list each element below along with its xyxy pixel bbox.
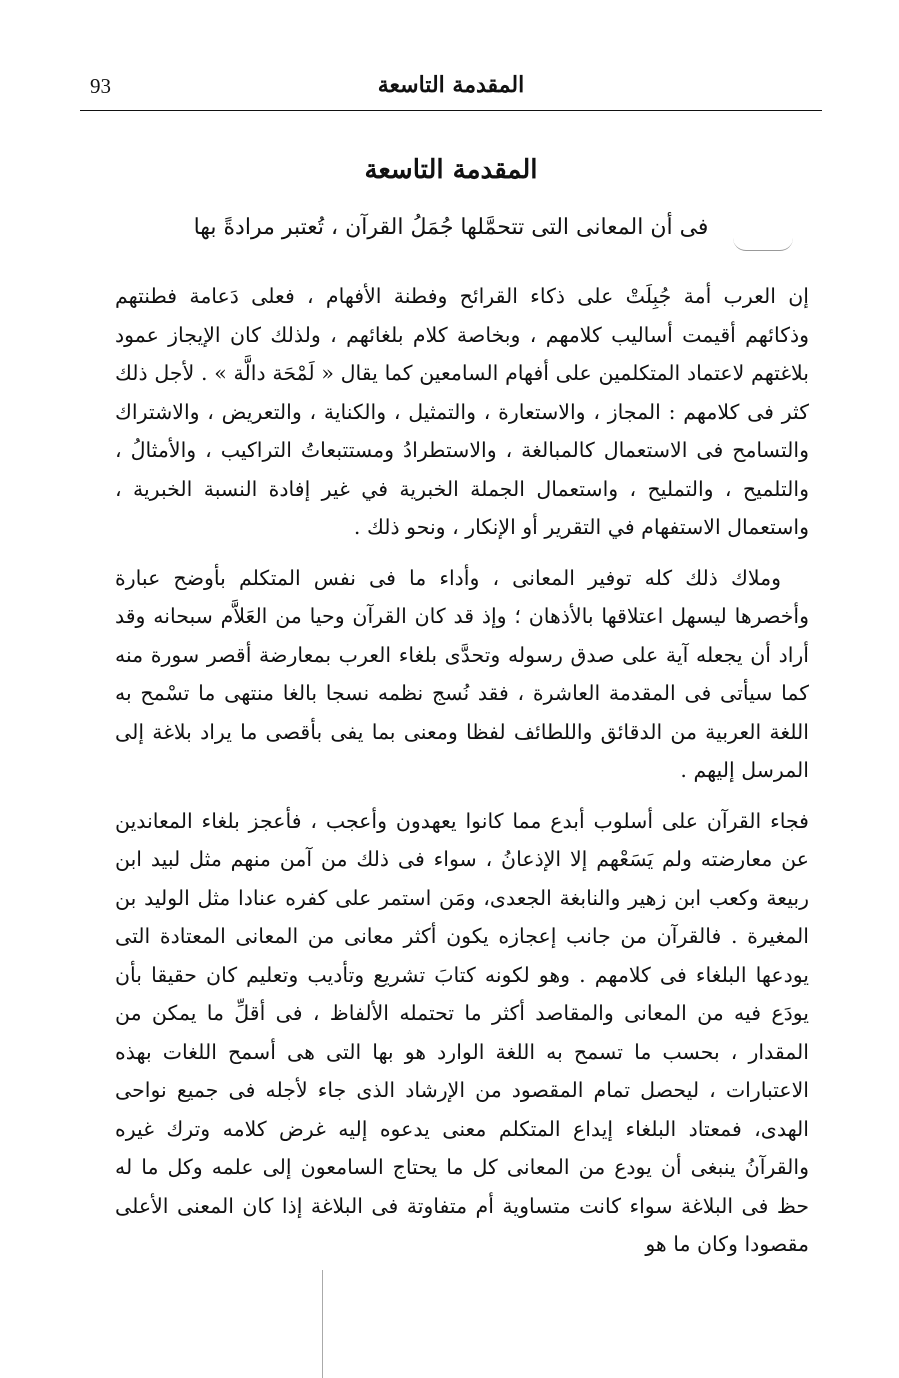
paragraph-2: وملاك ذلك كله توفير المعانى ، وأداء ما فى نفس المتكلم بأوضح عبارة وأخصرها ليسهل اعتلاقها بالأذهان ؛ وإذ قد كان القرآن وحيا من العَلاَّم سبحانه وقد أراد أن يجعله آية على صدق رسوله وتحدَّى بلغاء العرب بمعارضة أقصر سورة منه كما سيأتى فى المقدمة العاشرة ، فقد نُسج نظمه نسجا بالغا منتهى ما تسْمح به اللغة العربية من الدقائق واللطائف لفظا ومعنى بما يفى بأقصى ما يراد بلاغة إلى المرسل إليهم . (115, 565, 809, 782)
scan-artifact-line (322, 1270, 323, 1378)
section-title: المقدمة التاسعة (364, 155, 538, 185)
margin-pen-mark (733, 238, 793, 251)
running-title: المقدمة التاسعة (377, 72, 525, 98)
section-subtitle: فى أن المعانى التى تتحمَّلها جُمَلُ القرآن ، تُعتبر مرادةً بها (193, 215, 709, 240)
paragraph-3: فجاء القرآن على أسلوب أبدع مما كانوا يعهدون وأعجب ، فأعجز بلغاء المعاندين عن معارضته ولم يَسَعْهم إلا الإذعانُ ، سواء فى ذلك من آمن منهم مثل لبيد ابن ربيعة وكعب ابن زهير والنابغة الجعدى، ومَن استمر على كفره عنادا مثل الوليد بن المغيرة . فالقرآن من جانب إعجازه يكون أكثر معانى من المعانى المعتادة التى يودعها البلغاء فى كلامهم . وهو لكونه كتابَ تشريع وتأديب وتعليم كان حقيقا بأن يودَع فيه من المعانى والمقاصد أكثر ما تحتمله الألفاظ ، فى أقلِّ ما يمكن من المقدار ، بحسب ما تسمح به اللغة الوارد هو بها التى هى أسمح اللغات بهذه الاعتبارات ، ليحصل تمام المقصود من الإرشاد الذى جاء لأجله فى جميع نواحى الهدى، فمعتاد البلغاء إيداع المتكلم معنى يدعوه إليه غرض كلامه وترك غيره والقرآنُ ينبغى أن يودع من المعانى كل ما يحتاج السامعون إلى علمه وكل ما له حظ فى البلاغة سواء كانت متساوية أم متفاوتة فى البلاغة إذا كان المعنى الأعلى مقصودا وكان ما هو (115, 808, 809, 1256)
page-number: 93 (90, 74, 111, 98)
header-divider (80, 110, 822, 111)
running-head (80, 70, 822, 104)
paragraph-1: إن العرب أمة جُبِلَتْ على ذكاء القرائح وفطنة الأفهام ، فعلى دَعامة فطنتهم وذكائهم أقيمت أساليب كلامهم ، وبخاصة كلام بلغائهم ، ولذلك كان الإيجاز عمود بلاغتهم لاعتماد المتكلمين على أفهام السامعين كما يقال « لَمْحَة دالَّة » . لأجل ذلك كثر فى كلامهم : المجاز ، والاستعارة ، والتمثيل ، والكناية ، والتعريض ، والاشتراك والتسامح فى الاستعمال كالمبالغة ، والاستطرادُ ومستتبعاتُ التراكيب ، والأمثالُ ، والتلميح ، والتمليح ، واستعمال الجملة الخبرية في غير إفادة النسبة الخبرية ، واستعمال الاستفهام في التقرير أو الإنكار ، ونحو ذلك . (115, 284, 809, 539)
body-text (115, 277, 809, 1276)
